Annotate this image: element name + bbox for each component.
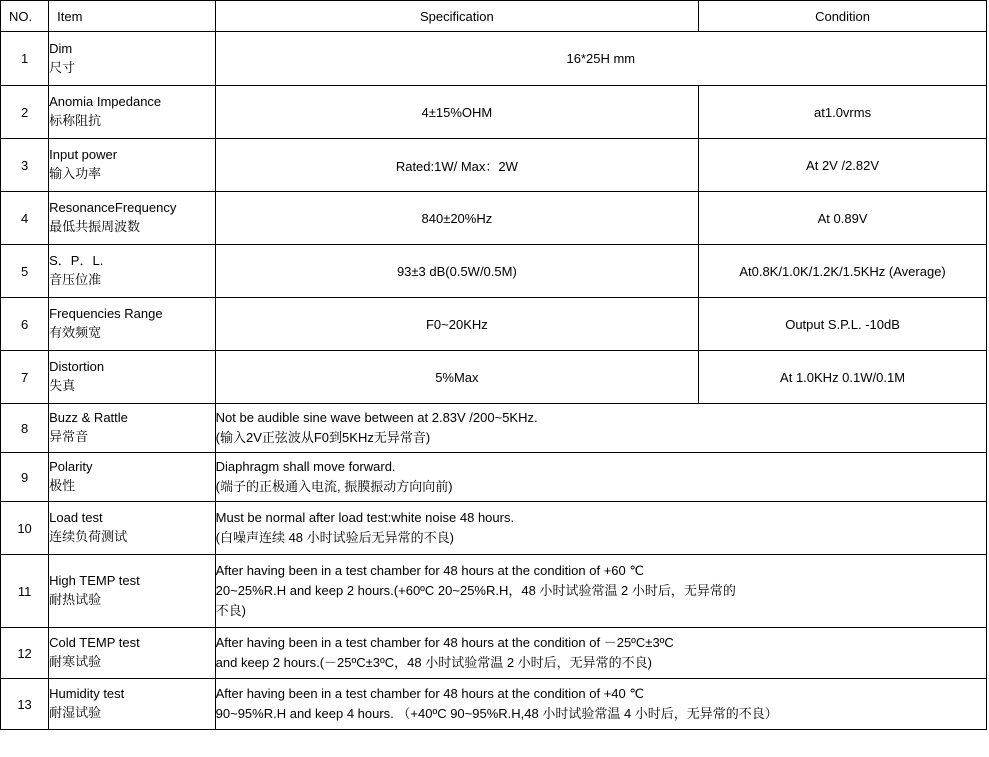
header-no: NO. [1, 1, 49, 32]
row-condition: At 0.89V [699, 192, 987, 245]
row-condition: At0.8K/1.0K/1.2K/1.5KHz (Average) [699, 245, 987, 298]
row-item-cn: 标称阻抗 [49, 113, 102, 128]
row-item [49, 404, 216, 453]
header-item: Item [49, 1, 216, 32]
row-item-cn: 连续负荷测试 [49, 529, 128, 544]
row-merged-line1: After having been in a test chamber for 48 hours at the condition of +60 ℃ [215, 562, 644, 578]
row-item [49, 245, 216, 298]
row-number: 8 [1, 404, 49, 453]
row-number: 3 [1, 139, 49, 192]
row-merged-value [215, 453, 986, 502]
row-merged-value [215, 628, 986, 679]
row-item [49, 679, 216, 730]
row-merged-value [215, 502, 986, 555]
table-header [1, 1, 987, 32]
row-number: 2 [1, 86, 49, 139]
row-merged-line2: (输入2V正弦波从F0到5KHz无异常音) [215, 430, 431, 445]
row-item-en: Frequencies Range [49, 306, 163, 322]
row-item [49, 555, 216, 628]
row-item-cn: 尺寸 [49, 59, 76, 75]
row-number: 10 [1, 502, 49, 555]
row-number: 9 [1, 453, 49, 502]
row-number: 12 [1, 628, 49, 679]
row-specification: 5%Max [215, 351, 698, 404]
row-item [49, 502, 216, 555]
row-merged-line2: (白噪声连续 48 小时试验后无异常的不良) [215, 530, 454, 545]
row-merged-line2: 20~25%R.H and keep 2 hours.(+60ºC 20~25%R.H，48 小时试验常温 2 小时后，无异常的 [215, 582, 736, 598]
table-body [1, 32, 987, 730]
row-item-en: Dim [49, 40, 73, 56]
row-item-en: Buzz & Rattle [49, 410, 128, 426]
row-number: 13 [1, 679, 49, 730]
table-row [1, 502, 987, 555]
row-item [49, 628, 216, 679]
row-number: 4 [1, 192, 49, 245]
row-item-en: ResonanceFrequency [49, 200, 177, 216]
row-item-cn: 极性 [49, 478, 76, 493]
row-item-cn: 耐湿试验 [49, 705, 102, 720]
row-merged-value [215, 404, 986, 453]
row-item-cn: 耐热试验 [49, 592, 102, 607]
row-condition: At 1.0KHz 0.1W/0.1M [699, 351, 987, 404]
row-item-en: Polarity [49, 459, 93, 475]
table-row [1, 628, 987, 679]
row-number: 1 [1, 32, 49, 86]
table-row [1, 453, 987, 502]
table-row [1, 298, 987, 351]
row-item-en: Anomia Impedance [49, 94, 162, 110]
row-item [49, 192, 216, 245]
table-row [1, 555, 987, 628]
row-item [49, 298, 216, 351]
row-merged-line2: 90~95%R.H and keep 4 hours. （+40ºC 90~95%R.H,48 小时试验常温 4 小时后，无异常的不良） [215, 706, 778, 721]
row-item [49, 139, 216, 192]
table-row [1, 86, 987, 139]
row-specification: F0~20KHz [215, 298, 698, 351]
row-number: 5 [1, 245, 49, 298]
row-condition: At 2V /2.82V [699, 139, 987, 192]
row-item [49, 453, 216, 502]
row-merged-line1: Diaphragm shall move forward. [215, 458, 396, 474]
row-merged-line1: After having been in a test chamber for 48 hours at the condition of +40 ℃ [215, 685, 644, 701]
table-row [1, 139, 987, 192]
row-merged-line1: Must be normal after load test:white noise 48 hours. [215, 509, 515, 525]
row-item-cn: 耐寒试验 [49, 654, 102, 669]
row-item [49, 351, 216, 404]
table-row [1, 351, 987, 404]
row-item-en: Input power [49, 147, 118, 163]
row-merged-line2: and keep 2 hours.(－25ºC±3ºC，48 小时试验常温 2 小时后，无异常的不良) [215, 655, 652, 670]
row-item [49, 32, 216, 86]
row-merged-line2: (端子的正极通入电流, 振膜振动方向向前) [215, 479, 453, 494]
row-merged-value [215, 555, 986, 628]
row-item-en: S．P．L. [49, 253, 104, 269]
table-row [1, 245, 987, 298]
table-row [1, 404, 987, 453]
row-specification: 840±20%Hz [215, 192, 698, 245]
table-row [1, 679, 987, 730]
row-item-en: Load test [49, 510, 103, 526]
row-item-cn: 音压位准 [49, 272, 102, 287]
row-item-cn: 有效频宽 [49, 325, 102, 340]
row-number: 6 [1, 298, 49, 351]
row-specification: Rated:1W/ Max：2W [215, 139, 698, 192]
row-item-cn: 失真 [49, 378, 76, 393]
row-item-cn: 输入功率 [49, 166, 102, 181]
row-merged-line3: 不良) [215, 603, 246, 619]
row-item-cn: 最低共振周波数 [49, 219, 141, 234]
row-merged-line1: Not be audible sine wave between at 2.83V /200~5KHz. [215, 409, 538, 425]
row-merged-line1: After having been in a test chamber for 48 hours at the condition of －25ºC±3ºC [215, 634, 674, 650]
header-condition: Condition [699, 1, 987, 32]
row-item-en: High TEMP test [49, 573, 140, 589]
row-number: 11 [1, 555, 49, 628]
table-row [1, 192, 987, 245]
row-item-cn: 异常音 [49, 429, 89, 444]
header-specification: Specification [215, 1, 698, 32]
row-number: 7 [1, 351, 49, 404]
row-item-en: Distortion [49, 359, 105, 375]
row-condition: Output S.P.L. -10dB [699, 298, 987, 351]
row-merged-value [215, 679, 986, 730]
row-item [49, 86, 216, 139]
row-condition: at1.0vrms [699, 86, 987, 139]
table-header-row [1, 1, 987, 32]
row-specification: 93±3 dB(0.5W/0.5M) [215, 245, 698, 298]
row-merged-value: 16*25H mm [215, 32, 986, 86]
table-row [1, 32, 987, 86]
row-item-en: Cold TEMP test [49, 635, 140, 651]
row-specification: 4±15%OHM [215, 86, 698, 139]
row-item-en: Humidity test [49, 686, 125, 702]
